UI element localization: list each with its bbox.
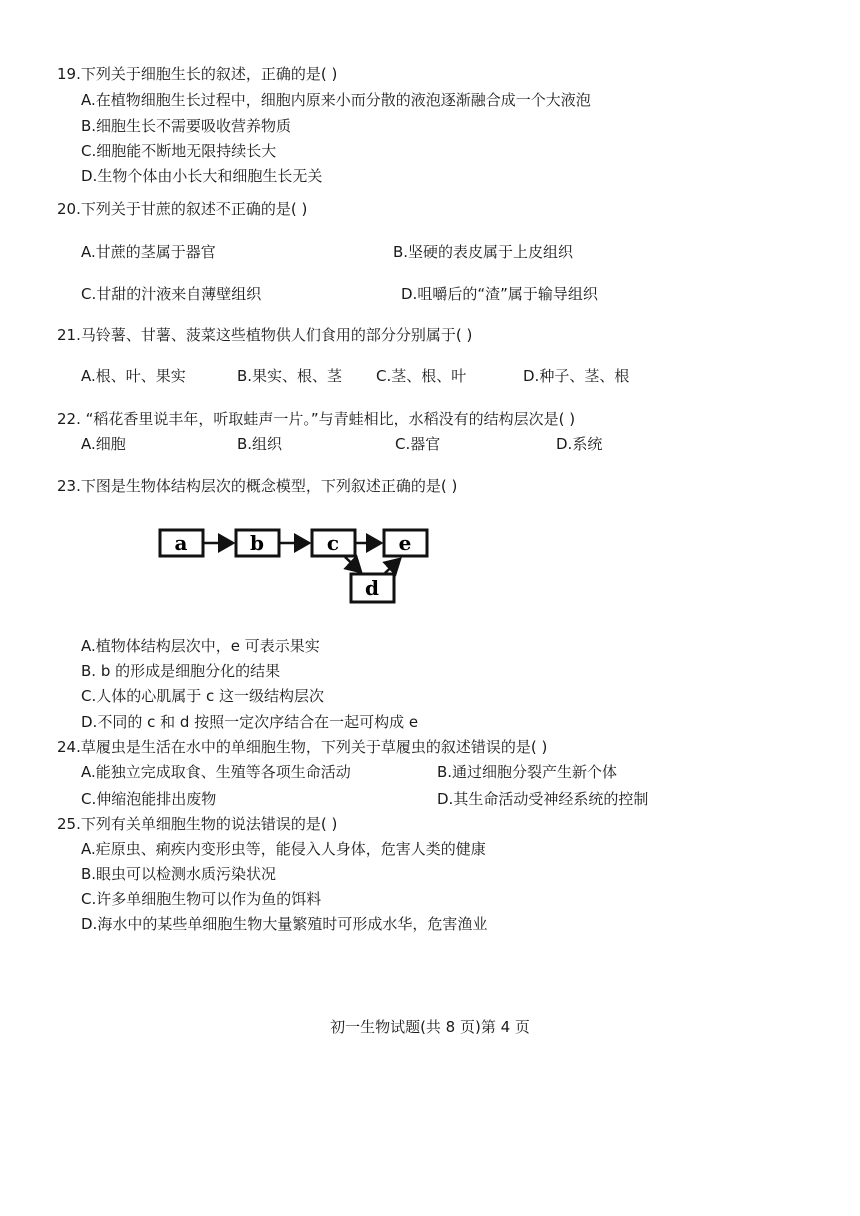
question-22-option-c: C.器官 bbox=[395, 435, 441, 453]
question-19-option-d: D.生物个体由小长大和细胞生长无关 bbox=[81, 167, 323, 185]
question-20-stem: 20.下列关于甘蔗的叙述不正确的是( ) bbox=[57, 200, 308, 218]
question-19-option-c: C.细胞能不断地无限持续长大 bbox=[81, 142, 277, 160]
page-footer: 初一生物试题(共 8 页)第 4 页 bbox=[330, 1018, 530, 1036]
diagram-label-e: e bbox=[398, 531, 412, 555]
question-24-option-b: B.通过细胞分裂产生新个体 bbox=[437, 763, 618, 781]
question-22-option-a: A.细胞 bbox=[81, 435, 126, 453]
question-23-option-a: A.植物体结构层次中，e 可表示果实 bbox=[81, 637, 320, 655]
question-25-option-b: B.眼虫可以检测水质污染状况 bbox=[81, 865, 277, 883]
diagram-label-c: c bbox=[326, 531, 340, 555]
diagram-label-d: d bbox=[365, 576, 379, 600]
question-20-option-b: B.坚硬的表皮属于上皮组织 bbox=[393, 243, 574, 261]
question-24-option-d: D.其生命活动受神经系统的控制 bbox=[437, 790, 649, 808]
question-24-stem: 24.草履虫是生活在水中的单细胞生物，下列关于草履虫的叙述错误的是( ) bbox=[57, 738, 548, 756]
question-23-option-d: D.不同的 c 和 d 按照一定次序结合在一起可构成 e bbox=[81, 713, 419, 731]
question-23-option-b: B. b 的形成是细胞分化的结果 bbox=[81, 662, 281, 680]
question-20-option-d: D.咀嚼后的“渣”属于输导组织 bbox=[401, 285, 598, 303]
structure-level-diagram bbox=[155, 520, 435, 610]
question-25-option-d: D.海水中的某些单细胞生物大量繁殖时可形成水华，危害渔业 bbox=[81, 915, 488, 933]
question-25-option-a: A.疟原虫、痢疾内变形虫等，能侵入人身体，危害人类的健康 bbox=[81, 840, 486, 858]
question-23-stem: 23.下图是生物体结构层次的概念模型，下列叙述正确的是( ) bbox=[57, 477, 458, 495]
question-25-option-c: C.许多单细胞生物可以作为鱼的饵料 bbox=[81, 890, 322, 908]
question-19-option-a: A.在植物细胞生长过程中，细胞内原来小而分散的液泡逐渐融合成一个大液泡 bbox=[81, 91, 591, 109]
question-22-option-b: B.组织 bbox=[237, 435, 283, 453]
question-24-option-a: A.能独立完成取食、生殖等各项生命活动 bbox=[81, 763, 351, 781]
question-21-option-a: A.根、叶、果实 bbox=[81, 367, 186, 385]
question-23-option-c: C.人体的心肌属于 c 这一级结构层次 bbox=[81, 687, 325, 705]
question-21-option-d: D.种子、茎、根 bbox=[523, 367, 630, 385]
question-24-option-c: C.伸缩泡能排出废物 bbox=[81, 790, 217, 808]
question-25-stem: 25.下列有关单细胞生物的说法错误的是( ) bbox=[57, 815, 338, 833]
arrow-d-to-e bbox=[385, 559, 400, 573]
question-19-option-b: B.细胞生长不需要吸收营养物质 bbox=[81, 117, 292, 135]
question-21-option-b: B.果实、根、茎 bbox=[237, 367, 343, 385]
diagram-label-b: b bbox=[250, 531, 264, 555]
question-21-stem: 21.马铃薯、甘薯、菠菜这些植物供人们食用的部分分别属于( ) bbox=[57, 326, 473, 344]
arrow-c-to-d bbox=[345, 557, 361, 572]
question-22-option-d: D.系统 bbox=[556, 435, 603, 453]
question-19-stem: 19.下列关于细胞生长的叙述，正确的是( ) bbox=[57, 65, 338, 83]
question-21-option-c: C.茎、根、叶 bbox=[376, 367, 467, 385]
question-20-option-c: C.甘甜的汁液来自薄壁组织 bbox=[81, 285, 262, 303]
diagram-label-a: a bbox=[174, 531, 188, 555]
question-22-stem: 22. “稻花香里说丰年，听取蛙声一片。”与青蛙相比，水稻没有的结构层次是( ) bbox=[57, 410, 576, 428]
question-20-option-a: A.甘蔗的茎属于器官 bbox=[81, 243, 216, 261]
